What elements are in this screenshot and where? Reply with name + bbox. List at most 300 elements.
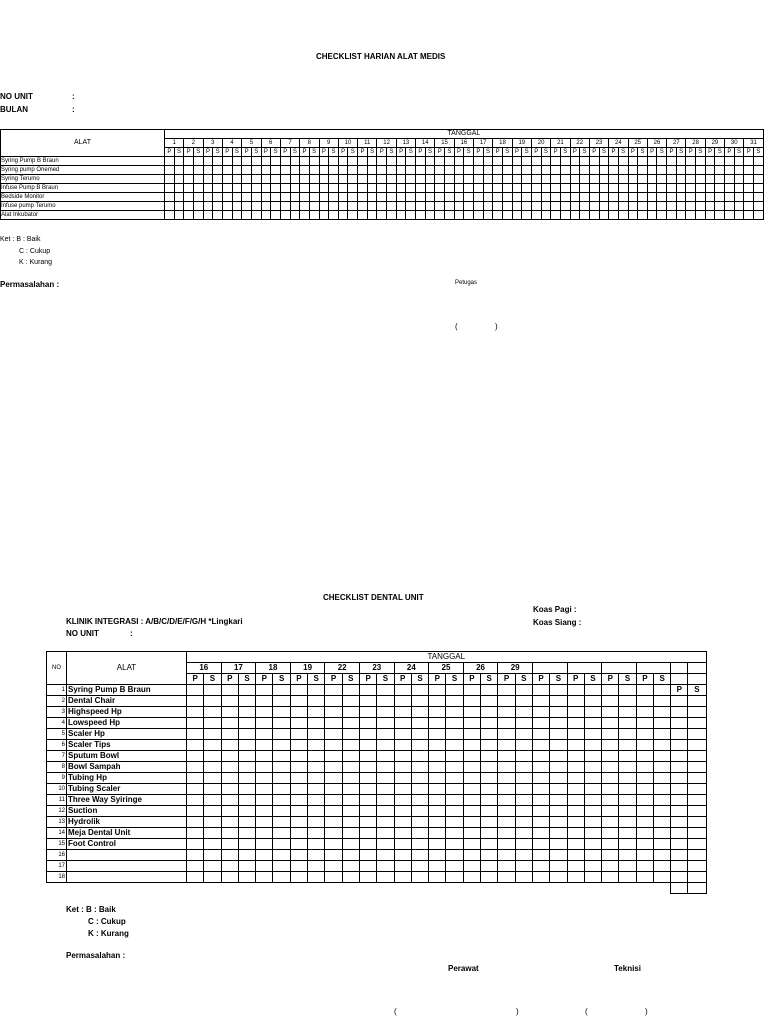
check-cell[interactable]	[187, 839, 204, 850]
check-cell[interactable]	[165, 175, 175, 184]
check-cell[interactable]	[204, 751, 221, 762]
check-cell[interactable]	[325, 872, 342, 883]
check-cell[interactable]	[512, 211, 522, 220]
check-cell[interactable]	[174, 157, 184, 166]
check-cell[interactable]	[522, 211, 532, 220]
check-cell[interactable]	[671, 707, 688, 718]
check-cell[interactable]	[213, 193, 223, 202]
check-cell[interactable]	[602, 762, 619, 773]
check-cell[interactable]	[619, 729, 636, 740]
check-cell[interactable]	[498, 696, 515, 707]
check-cell[interactable]	[187, 718, 204, 729]
check-cell[interactable]	[474, 202, 484, 211]
check-cell[interactable]	[636, 817, 653, 828]
check-cell[interactable]	[411, 685, 428, 696]
check-cell[interactable]	[367, 175, 377, 184]
check-cell[interactable]	[602, 795, 619, 806]
check-cell[interactable]	[359, 685, 376, 696]
check-cell[interactable]	[290, 839, 307, 850]
check-cell[interactable]	[715, 184, 725, 193]
check-cell[interactable]	[377, 211, 387, 220]
check-cell[interactable]	[273, 861, 290, 872]
check-cell[interactable]	[232, 184, 242, 193]
check-cell[interactable]	[261, 193, 271, 202]
check-cell[interactable]	[599, 175, 609, 184]
check-cell[interactable]	[204, 685, 221, 696]
check-cell[interactable]	[394, 861, 411, 872]
check-cell[interactable]	[654, 839, 671, 850]
check-cell[interactable]	[609, 175, 619, 184]
check-cell[interactable]	[342, 861, 359, 872]
check-cell[interactable]	[187, 850, 204, 861]
check-cell[interactable]	[338, 175, 348, 184]
check-cell[interactable]	[308, 718, 325, 729]
check-cell[interactable]	[734, 166, 744, 175]
check-cell[interactable]	[550, 740, 567, 751]
check-cell[interactable]	[463, 740, 480, 751]
check-cell[interactable]	[251, 202, 261, 211]
check-cell[interactable]	[550, 718, 567, 729]
check-cell[interactable]	[754, 202, 764, 211]
check-cell[interactable]	[308, 872, 325, 883]
check-cell[interactable]	[618, 184, 628, 193]
check-cell[interactable]	[238, 795, 255, 806]
check-cell[interactable]	[342, 784, 359, 795]
check-cell[interactable]	[342, 718, 359, 729]
check-cell[interactable]	[394, 707, 411, 718]
check-cell[interactable]	[256, 751, 273, 762]
check-cell[interactable]	[394, 773, 411, 784]
check-cell[interactable]	[550, 773, 567, 784]
check-cell[interactable]	[359, 817, 376, 828]
check-cell[interactable]	[667, 184, 677, 193]
check-cell[interactable]	[348, 157, 358, 166]
check-cell[interactable]	[273, 707, 290, 718]
check-cell[interactable]	[531, 175, 541, 184]
check-cell[interactable]	[411, 707, 428, 718]
check-cell[interactable]	[394, 784, 411, 795]
check-cell[interactable]	[411, 795, 428, 806]
check-cell[interactable]	[715, 166, 725, 175]
check-cell[interactable]	[193, 202, 203, 211]
check-cell[interactable]	[498, 729, 515, 740]
check-cell[interactable]	[522, 175, 532, 184]
check-cell[interactable]	[567, 839, 584, 850]
check-cell[interactable]	[515, 850, 532, 861]
check-cell[interactable]	[290, 850, 307, 861]
check-cell[interactable]	[638, 157, 648, 166]
check-cell[interactable]	[429, 729, 446, 740]
check-cell[interactable]	[325, 817, 342, 828]
check-cell[interactable]	[429, 685, 446, 696]
check-cell[interactable]	[636, 696, 653, 707]
check-cell[interactable]	[560, 157, 570, 166]
check-cell[interactable]	[696, 166, 706, 175]
check-cell[interactable]	[435, 211, 445, 220]
check-cell[interactable]	[411, 718, 428, 729]
check-cell[interactable]	[367, 157, 377, 166]
check-cell[interactable]	[686, 175, 696, 184]
check-cell[interactable]	[377, 773, 394, 784]
check-cell[interactable]	[273, 751, 290, 762]
check-cell[interactable]	[463, 872, 480, 883]
check-cell[interactable]	[377, 762, 394, 773]
check-cell[interactable]	[251, 175, 261, 184]
check-cell[interactable]	[411, 762, 428, 773]
check-cell[interactable]	[261, 184, 271, 193]
check-cell[interactable]	[338, 166, 348, 175]
check-cell[interactable]	[754, 157, 764, 166]
check-cell[interactable]	[174, 202, 184, 211]
check-cell[interactable]	[474, 184, 484, 193]
check-cell[interactable]	[567, 773, 584, 784]
check-cell[interactable]	[676, 184, 686, 193]
check-cell[interactable]	[435, 184, 445, 193]
check-cell[interactable]	[221, 806, 238, 817]
check-cell[interactable]	[463, 817, 480, 828]
check-cell[interactable]	[342, 806, 359, 817]
check-cell[interactable]	[429, 751, 446, 762]
check-cell[interactable]	[584, 696, 601, 707]
check-cell[interactable]	[676, 157, 686, 166]
check-cell[interactable]	[667, 193, 677, 202]
check-cell[interactable]	[256, 707, 273, 718]
check-cell[interactable]	[688, 762, 706, 773]
check-cell[interactable]	[273, 850, 290, 861]
check-cell[interactable]	[238, 729, 255, 740]
check-cell[interactable]	[273, 839, 290, 850]
check-cell[interactable]	[541, 157, 551, 166]
check-cell[interactable]	[609, 193, 619, 202]
check-cell[interactable]	[358, 193, 368, 202]
check-cell[interactable]	[367, 166, 377, 175]
check-cell[interactable]	[377, 685, 394, 696]
check-cell[interactable]	[411, 850, 428, 861]
check-cell[interactable]	[463, 685, 480, 696]
check-cell[interactable]	[498, 718, 515, 729]
check-cell[interactable]	[184, 166, 194, 175]
check-cell[interactable]	[251, 193, 261, 202]
check-cell[interactable]	[309, 175, 319, 184]
check-cell[interactable]	[570, 202, 580, 211]
check-cell[interactable]	[193, 157, 203, 166]
check-cell[interactable]	[308, 817, 325, 828]
check-cell[interactable]	[359, 806, 376, 817]
check-cell[interactable]	[184, 193, 194, 202]
check-cell[interactable]	[567, 817, 584, 828]
check-cell[interactable]	[654, 773, 671, 784]
check-cell[interactable]	[584, 718, 601, 729]
check-cell[interactable]	[584, 806, 601, 817]
check-cell[interactable]	[474, 166, 484, 175]
check-cell[interactable]	[429, 740, 446, 751]
check-cell[interactable]	[715, 211, 725, 220]
check-cell[interactable]	[636, 839, 653, 850]
check-cell[interactable]	[754, 175, 764, 184]
check-cell[interactable]	[251, 184, 261, 193]
check-cell[interactable]	[193, 193, 203, 202]
check-cell[interactable]	[221, 718, 238, 729]
check-cell[interactable]	[638, 175, 648, 184]
check-cell[interactable]	[238, 828, 255, 839]
check-cell[interactable]	[165, 211, 175, 220]
check-cell[interactable]	[483, 175, 493, 184]
check-cell[interactable]	[387, 175, 397, 184]
check-cell[interactable]	[696, 202, 706, 211]
check-cell[interactable]	[221, 696, 238, 707]
check-cell[interactable]	[567, 795, 584, 806]
check-cell[interactable]	[238, 696, 255, 707]
check-cell[interactable]	[446, 707, 463, 718]
check-cell[interactable]	[567, 806, 584, 817]
check-cell[interactable]	[619, 861, 636, 872]
check-cell[interactable]	[204, 773, 221, 784]
check-cell[interactable]	[238, 707, 255, 718]
check-cell[interactable]	[411, 729, 428, 740]
check-cell[interactable]	[550, 729, 567, 740]
check-cell[interactable]	[654, 872, 671, 883]
check-cell[interactable]	[734, 184, 744, 193]
check-cell[interactable]	[396, 175, 406, 184]
check-cell[interactable]	[273, 773, 290, 784]
check-cell[interactable]	[359, 707, 376, 718]
check-cell[interactable]	[599, 157, 609, 166]
check-cell[interactable]	[498, 762, 515, 773]
check-cell[interactable]	[483, 211, 493, 220]
check-cell[interactable]	[657, 166, 667, 175]
check-cell[interactable]	[550, 795, 567, 806]
check-cell[interactable]	[636, 850, 653, 861]
check-cell[interactable]	[688, 696, 706, 707]
check-cell[interactable]	[256, 685, 273, 696]
check-cell[interactable]	[435, 193, 445, 202]
check-cell[interactable]	[308, 707, 325, 718]
check-cell[interactable]	[187, 729, 204, 740]
check-cell[interactable]	[667, 202, 677, 211]
check-cell[interactable]	[522, 166, 532, 175]
check-cell[interactable]	[599, 211, 609, 220]
check-cell[interactable]	[256, 839, 273, 850]
check-cell[interactable]	[290, 707, 307, 718]
check-cell[interactable]	[654, 740, 671, 751]
check-cell[interactable]	[187, 861, 204, 872]
check-cell[interactable]	[411, 817, 428, 828]
check-cell[interactable]	[273, 729, 290, 740]
check-cell[interactable]	[165, 202, 175, 211]
check-cell[interactable]	[319, 211, 329, 220]
check-cell[interactable]	[454, 202, 464, 211]
check-cell[interactable]	[290, 806, 307, 817]
check-cell[interactable]	[725, 175, 735, 184]
check-cell[interactable]	[671, 839, 688, 850]
check-cell[interactable]	[676, 202, 686, 211]
check-cell[interactable]	[261, 157, 271, 166]
check-cell[interactable]	[411, 784, 428, 795]
check-cell[interactable]	[688, 828, 706, 839]
check-cell[interactable]	[429, 806, 446, 817]
check-cell[interactable]	[636, 784, 653, 795]
check-cell[interactable]	[688, 751, 706, 762]
check-cell[interactable]	[647, 175, 657, 184]
check-cell[interactable]	[619, 817, 636, 828]
check-cell[interactable]	[636, 707, 653, 718]
check-cell[interactable]	[280, 184, 290, 193]
check-cell[interactable]	[498, 872, 515, 883]
check-cell[interactable]	[580, 202, 590, 211]
check-cell[interactable]	[584, 861, 601, 872]
check-cell[interactable]	[204, 795, 221, 806]
check-cell[interactable]	[348, 211, 358, 220]
check-cell[interactable]	[454, 157, 464, 166]
check-cell[interactable]	[325, 718, 342, 729]
check-cell[interactable]	[647, 184, 657, 193]
check-cell[interactable]	[481, 707, 498, 718]
check-cell[interactable]	[512, 157, 522, 166]
check-cell[interactable]	[425, 157, 435, 166]
check-cell[interactable]	[325, 729, 342, 740]
check-cell[interactable]	[619, 707, 636, 718]
check-cell[interactable]	[474, 175, 484, 184]
check-cell[interactable]	[242, 193, 252, 202]
check-cell[interactable]	[221, 773, 238, 784]
check-cell[interactable]	[377, 157, 387, 166]
check-cell[interactable]	[636, 685, 653, 696]
check-cell[interactable]	[498, 795, 515, 806]
check-cell[interactable]	[394, 729, 411, 740]
check-cell[interactable]	[342, 795, 359, 806]
check-cell[interactable]	[560, 211, 570, 220]
check-cell[interactable]	[550, 685, 567, 696]
check-cell[interactable]	[725, 202, 735, 211]
check-cell[interactable]	[688, 795, 706, 806]
check-cell[interactable]	[515, 751, 532, 762]
check-cell[interactable]	[498, 806, 515, 817]
check-cell[interactable]	[425, 202, 435, 211]
check-cell[interactable]	[599, 184, 609, 193]
check-cell[interactable]	[602, 696, 619, 707]
check-cell[interactable]	[256, 696, 273, 707]
check-cell[interactable]	[184, 211, 194, 220]
check-cell[interactable]	[174, 175, 184, 184]
check-cell[interactable]	[308, 685, 325, 696]
check-cell[interactable]	[463, 696, 480, 707]
check-cell[interactable]	[636, 751, 653, 762]
check-cell[interactable]	[232, 202, 242, 211]
check-cell[interactable]	[338, 202, 348, 211]
check-cell[interactable]	[187, 806, 204, 817]
check-cell[interactable]	[238, 751, 255, 762]
check-cell[interactable]	[657, 184, 667, 193]
check-cell[interactable]	[377, 718, 394, 729]
check-cell[interactable]	[532, 762, 549, 773]
check-cell[interactable]	[273, 872, 290, 883]
check-cell[interactable]	[359, 861, 376, 872]
check-cell[interactable]	[416, 211, 426, 220]
check-cell[interactable]	[599, 166, 609, 175]
check-cell[interactable]	[377, 806, 394, 817]
check-cell[interactable]	[184, 175, 194, 184]
check-cell[interactable]	[654, 850, 671, 861]
check-cell[interactable]	[636, 718, 653, 729]
check-cell[interactable]	[515, 685, 532, 696]
check-cell[interactable]	[300, 184, 310, 193]
check-cell[interactable]	[446, 872, 463, 883]
check-cell[interactable]	[463, 806, 480, 817]
check-cell[interactable]	[532, 729, 549, 740]
check-cell[interactable]	[359, 696, 376, 707]
check-cell[interactable]	[222, 193, 232, 202]
check-cell[interactable]	[204, 839, 221, 850]
check-cell[interactable]	[446, 839, 463, 850]
check-cell[interactable]	[394, 696, 411, 707]
check-cell[interactable]	[377, 850, 394, 861]
check-cell[interactable]	[394, 817, 411, 828]
check-cell[interactable]	[515, 861, 532, 872]
check-cell[interactable]	[654, 707, 671, 718]
check-cell[interactable]	[273, 828, 290, 839]
check-cell[interactable]	[377, 817, 394, 828]
check-cell[interactable]	[570, 211, 580, 220]
check-cell[interactable]	[290, 193, 300, 202]
check-cell[interactable]	[522, 193, 532, 202]
check-cell[interactable]	[705, 157, 715, 166]
check-cell[interactable]	[686, 193, 696, 202]
check-cell[interactable]	[290, 184, 300, 193]
check-cell[interactable]	[290, 202, 300, 211]
check-cell[interactable]	[463, 828, 480, 839]
check-cell[interactable]	[502, 193, 512, 202]
check-cell[interactable]	[522, 202, 532, 211]
check-cell[interactable]	[359, 773, 376, 784]
check-cell[interactable]	[754, 166, 764, 175]
check-cell[interactable]	[416, 166, 426, 175]
check-cell[interactable]	[309, 211, 319, 220]
check-cell[interactable]	[647, 193, 657, 202]
check-cell[interactable]	[300, 175, 310, 184]
check-cell[interactable]	[342, 850, 359, 861]
check-cell[interactable]	[348, 175, 358, 184]
check-cell[interactable]	[204, 817, 221, 828]
check-cell[interactable]	[676, 166, 686, 175]
check-cell[interactable]	[609, 184, 619, 193]
check-cell[interactable]	[187, 784, 204, 795]
check-cell[interactable]	[232, 175, 242, 184]
check-cell[interactable]	[705, 166, 715, 175]
check-cell[interactable]	[531, 166, 541, 175]
check-cell[interactable]	[676, 193, 686, 202]
check-cell[interactable]	[406, 184, 416, 193]
check-cell[interactable]	[429, 872, 446, 883]
check-cell[interactable]	[481, 850, 498, 861]
check-cell[interactable]	[377, 795, 394, 806]
check-cell[interactable]	[446, 718, 463, 729]
check-cell[interactable]	[290, 718, 307, 729]
check-cell[interactable]	[512, 166, 522, 175]
check-cell[interactable]	[657, 157, 667, 166]
check-cell[interactable]	[309, 202, 319, 211]
check-cell[interactable]	[560, 184, 570, 193]
check-cell[interactable]	[567, 850, 584, 861]
check-cell[interactable]	[411, 740, 428, 751]
check-cell[interactable]	[531, 193, 541, 202]
check-cell[interactable]	[308, 751, 325, 762]
check-cell[interactable]	[512, 193, 522, 202]
check-cell[interactable]	[165, 166, 175, 175]
check-cell[interactable]	[319, 157, 329, 166]
check-cell[interactable]	[464, 166, 474, 175]
check-cell[interactable]	[319, 202, 329, 211]
check-cell[interactable]	[338, 157, 348, 166]
